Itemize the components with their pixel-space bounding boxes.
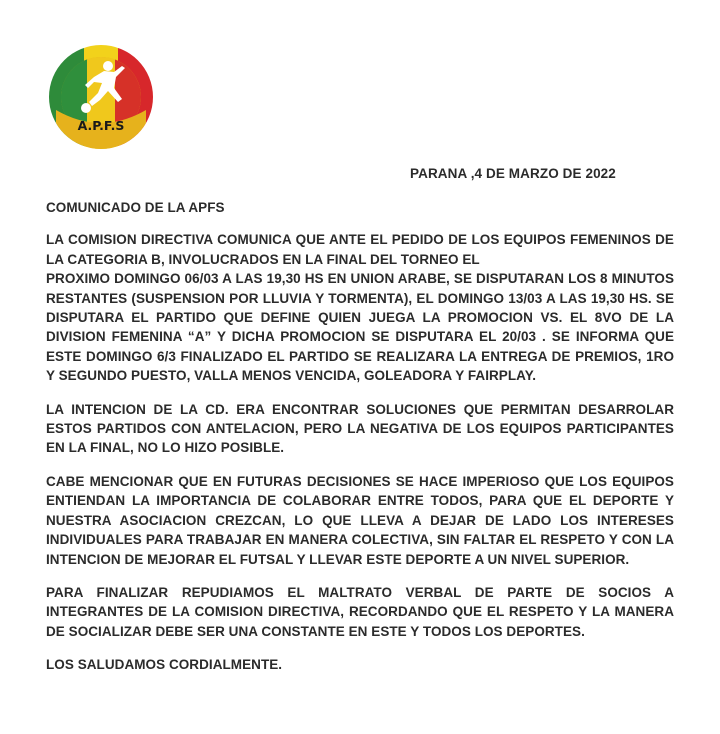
communique-heading: COMUNICADO DE LA APFS [46,200,225,215]
paragraph-1-line-1: LA COMISION DIRECTIVA COMUNICA QUE ANTE EL PEDIDO DE LOS EQUIPOS FEMENINOS DE [46,232,674,248]
paragraph-1-rest: PROXIMO DOMINGO 06/03 A LAS 19,30 HS EN UNION ARABE, SE DISPUTARAN LOS 8 MINUTOS RESTANTES (SUSPENSION POR LLUVIA Y TORMENTA), EL DOMINGO 13/03 A LAS 19,30 HS. SE DISPUTARA EL PARTIDO QUE DEFINE QUIEN JUEGA LA PROMOCION VS. EL 8VO DE LA DIVISION FEMENINA “A” Y DICHA PROMOCION SE DISPUTARA EL 20/03 . SE INFORMA QUE ESTE DOMINGO 6/3 FINALIZADO EL PARTIDO SE REALIZARA LA ENTREGA DE PREMIOS, 1RO Y SEGUNDO PUESTO, VALLA MENOS VENCIDA, GOLEADORA Y FAIRPLAY. [46,271,674,384]
paragraph-3: CABE MENCIONAR QUE EN FUTURAS DECISIONES SE HACE IMPERIOSO QUE LOS EQUIPOS ENTIENDAN LA IMPORTANCIA DE COLABORAR ENTRE TODOS, PARA QUE EL DEPORTE Y NUESTRA ASOCIACION CREZCAN, LO QUE LLEVA A DEJAR DE LADO LOS INTERESES INDIVIDUALES PARA TRABAJAR EN MANERA COLECTIVA, SIN FALTAR EL RESPETO Y CON LA INTENCION DE MEJORAR EL FUTSAL Y LLEVAR ESTE DEPORTE A UN NIVEL SUPERIOR. [46,473,674,567]
date-line: PARANA ,4 DE MARZO DE 2022 [410,166,616,181]
closing-line: LOS SALUDAMOS CORDIALMENTE. [46,657,283,673]
logo-text: A.P.F.S [77,118,125,133]
communique-body [46,198,674,689]
paragraph-4: PARA FINALIZAR REPUDIAMOS EL MALTRATO VERBAL DE PARTE DE SOCIOS A INTEGRANTES DE LA COMISION DIRECTIVA, RECORDANDO QUE EL RESPETO Y LA MANERA DE SOCIALIZAR DEBE SER UNA CONSTANTE EN ESTE Y TODOS LOS DEPORTES. [46,584,674,639]
apfs-logo [48,44,154,150]
paragraph-1 [46,230,674,269]
paragraph-1-line-2: LA CATEGORIA B, INVOLUCRADOS EN LA FINAL DEL TORNEO EL [46,251,480,267]
paragraph-2: LA INTENCION DE LA CD. ERA ENCONTRAR SOLUCIONES QUE PERMITAN DESARROLAR ESTOS PARTIDOS CON ANTELACION, PERO LA NEGATIVA DE LOS EQUIPOS PARTICIPANTES EN LA FINAL, NO LO HIZO POSIBLE. [46,401,674,456]
